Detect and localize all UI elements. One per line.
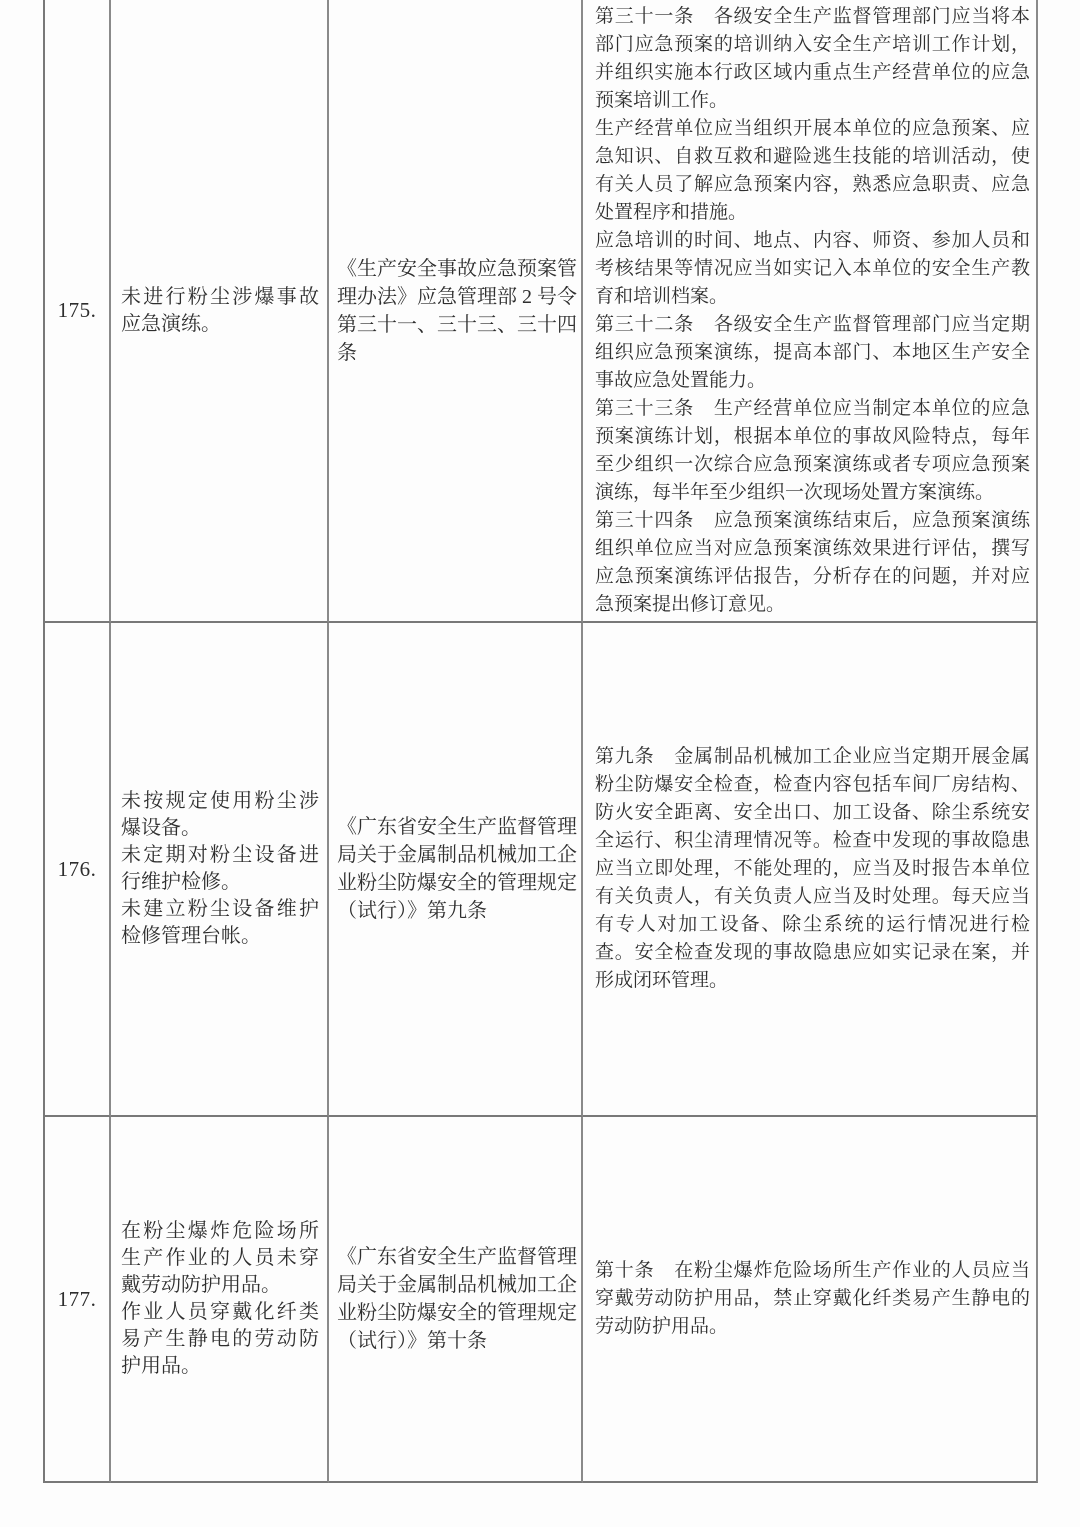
row-number-cell [45, 1117, 111, 1483]
regulation-table [43, 0, 1038, 1483]
provision-paragraph: 第三十一条 各级安全生产监督管理部门应当将本部门应急预案的培训纳入安全生产培训工作计划，并组织实施本行政区域内重点生产经营单位的应急预案培训工作。 [595, 5, 1030, 111]
violation-cell [111, 0, 329, 623]
legal-basis-cell [329, 623, 583, 1117]
legal-basis-text: 《生产安全事故应急预案管理办法》应急管理部 2 号令第三十一、三十三、三十四条 [337, 257, 577, 364]
provisions-cell [583, 1117, 1038, 1483]
legal-basis-cell [329, 1117, 583, 1483]
provision-paragraph: 第九条 金属制品机械加工企业应当定期开展金属粉尘防爆安全检查，检查内容包括车间厂房结构、防火安全距离、安全出口、加工设备、除尘系统安全运行、积尘清理情况等。检查中发现的事故隐患应当立即处理，不能处理的，应当及时报告本单位有关负责人，有关负责人应当及时处理。每天应当有专人对加工设备、除尘系统的运行情况进行检查。安全检查发现的事故隐患应如实记录在案，并形成闭环管理。 [595, 746, 1030, 991]
provision-paragraph: 应急培训的时间、地点、内容、师资、参加人员和考核结果等情况应当如实记入本单位的安全生产教育和培训档案。 [595, 229, 1030, 307]
row-number: 177. [57, 1286, 97, 1311]
violation-paragraph: 未建立粉尘设备维护检修管理台帐。 [121, 898, 319, 947]
violation-paragraph: 未进行粉尘涉爆事故应急演练。 [121, 285, 319, 335]
violation-paragraph: 未按规定使用粉尘涉爆设备。 [121, 790, 319, 839]
violation-paragraph: 作业人员穿戴化纤类易产生静电的劳动防护用品。 [121, 1301, 319, 1377]
provision-paragraph: 生产经营单位应当组织开展本单位的应急预案、应急知识、自救互救和避险逃生技能的培训活动，使有关人员了解应急预案内容，熟悉应急职责、应急处置程序和措施。 [595, 117, 1030, 223]
violation-paragraph: 在粉尘爆炸危险场所生产作业的人员未穿戴劳动防护用品。 [121, 1220, 319, 1296]
provision-paragraph: 第三十二条 各级安全生产监督管理部门应当定期组织应急预案演练，提高本部门、本地区生产安全事故应急处置能力。 [595, 313, 1030, 391]
violation-paragraph: 未定期对粉尘设备进行维护检修。 [121, 844, 319, 893]
legal-basis-cell [329, 0, 583, 623]
violation-cell [111, 623, 329, 1117]
row-number-cell [45, 623, 111, 1117]
provision-paragraph: 第三十四条 应急预案演练结束后，应急预案演练组织单位应当对应急预案演练效果进行评估，撰写应急预案演练评估报告，分析存在的问题，并对应急预案提出修订意见。 [595, 509, 1030, 615]
provisions-cell [583, 623, 1038, 1117]
row-number-cell [45, 0, 111, 623]
provision-paragraph: 第十条 在粉尘爆炸危险场所生产作业的人员应当穿戴劳动防护用品，禁止穿戴化纤类易产生静电的劳动防护用品。 [595, 1260, 1030, 1337]
row-number: 176. [57, 856, 97, 881]
provisions-cell [583, 0, 1038, 623]
violation-cell [111, 1117, 329, 1483]
legal-basis-text: 《广东省安全生产监督管理局关于金属制品机械加工企业粉尘防爆安全的管理规定（试行）》第九条 [337, 816, 577, 922]
legal-basis-text: 《广东省安全生产监督管理局关于金属制品机械加工企业粉尘防爆安全的管理规定（试行）》第十条 [337, 1246, 577, 1352]
row-number: 175. [57, 298, 97, 322]
provision-paragraph: 第三十三条 生产经营单位应当制定本单位的应急预案演练计划，根据本单位的事故风险特点，每年至少组织一次综合应急预案演练或者专项应急预案演练，每半年至少组织一次现场处置方案演练。 [595, 397, 1030, 503]
